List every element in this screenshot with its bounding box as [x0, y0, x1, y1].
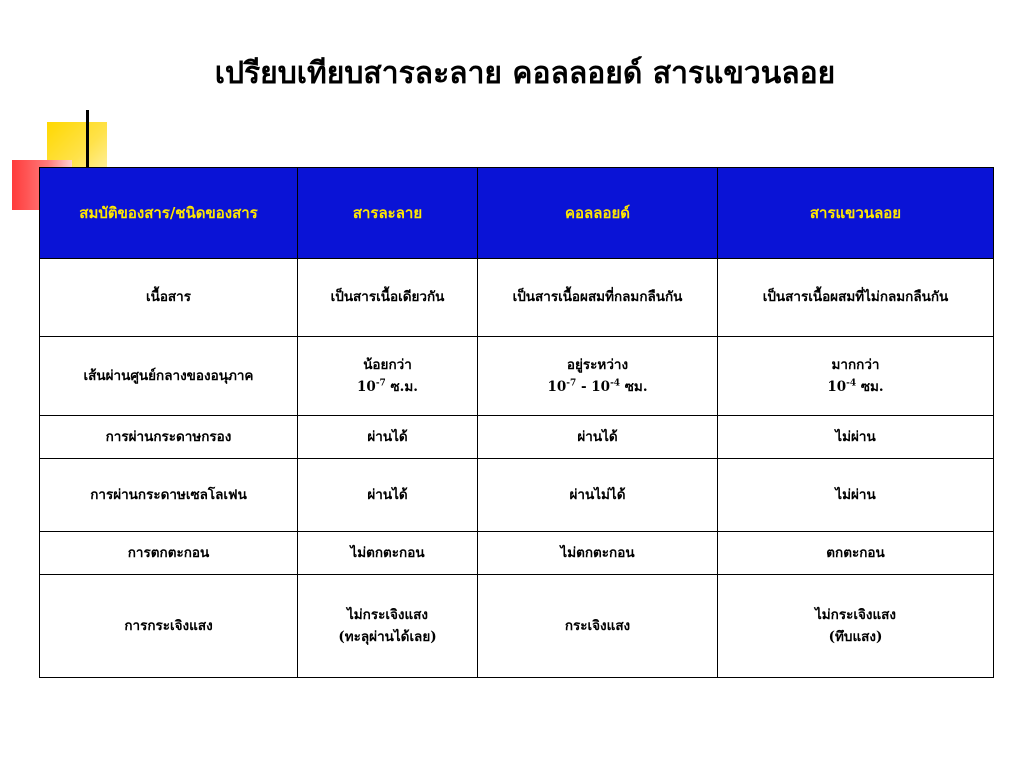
cell-text: ไม่กระเจิงแสง: [346, 606, 428, 623]
size-exponent: -4: [846, 378, 857, 389]
header-solution: สารละลาย: [298, 168, 478, 259]
size-base: 10: [827, 379, 847, 395]
cell-property: การผ่านกระดาษกรอง: [40, 416, 298, 459]
table-row: [40, 416, 994, 459]
table-header-row: [40, 168, 994, 259]
slide-title: เปรียบเทียบสารละลาย คอลลอยด์ สารแขวนลอย: [214, 56, 836, 91]
cell-suspension: ตกตะกอน: [718, 532, 994, 575]
comparison-table-container: [39, 167, 993, 678]
table-row: [40, 337, 994, 416]
cell-suspension: เป็นสารเนื้อผสมที่ไม่กลมกลืนกัน: [718, 259, 994, 337]
header-colloid: คอลลอยด์: [478, 168, 718, 259]
cell-colloid: กระเจิงแสง: [478, 575, 718, 678]
cell-property: เนื้อสาร: [40, 259, 298, 337]
table-row: [40, 575, 994, 678]
size-unit: ซ.ม.: [385, 379, 418, 395]
cell-text: น้อยกว่า: [363, 356, 412, 373]
cell-text: (ทึบแสง): [828, 629, 883, 645]
cell-suspension: [718, 337, 994, 416]
cell-suspension: [718, 575, 994, 678]
decorative-vertical-line: [86, 110, 89, 172]
cell-text: ไม่กระเจิงแสง: [814, 606, 896, 623]
cell-solution: [298, 575, 478, 678]
header-suspension: สารแขวนลอย: [718, 168, 994, 259]
cell-solution: ผ่านได้: [298, 416, 478, 459]
cell-property: การกระเจิงแสง: [40, 575, 298, 678]
cell-text: มากกว่า: [831, 356, 880, 373]
table-row: [40, 459, 994, 532]
cell-solution: [298, 337, 478, 416]
cell-solution: ผ่านได้: [298, 459, 478, 532]
cell-solution: ไม่ตกตะกอน: [298, 532, 478, 575]
cell-text: (ทะลุผ่านได้เลย): [338, 629, 437, 645]
size-unit: ซม.: [620, 379, 648, 395]
cell-colloid: [478, 337, 718, 416]
table-row: [40, 532, 994, 575]
cell-colloid: ผ่านไม่ได้: [478, 459, 718, 532]
cell-property: เส้นผ่านศูนย์กลางของอนุภาค: [40, 337, 298, 416]
cell-colloid: ไม่ตกตะกอน: [478, 532, 718, 575]
size-exponent: -7: [566, 378, 577, 389]
cell-suspension: ไม่ผ่าน: [718, 459, 994, 532]
size-unit: ซม.: [856, 379, 884, 395]
size-range-mid: - 10: [576, 379, 611, 395]
size-exponent: -7: [375, 378, 386, 389]
cell-colloid: เป็นสารเนื้อผสมที่กลมกลืนกัน: [478, 259, 718, 337]
cell-size-value: [304, 376, 471, 398]
cell-solution: เป็นสารเนื้อเดียวกัน: [298, 259, 478, 337]
size-exponent: -4: [610, 378, 621, 389]
cell-suspension: ไม่ผ่าน: [718, 416, 994, 459]
header-property: สมบัติของสาร/ชนิดของสาร: [40, 168, 298, 259]
comparison-table: [39, 167, 994, 678]
size-base: 10: [357, 379, 376, 395]
size-base: 10: [547, 379, 567, 395]
cell-colloid: ผ่านได้: [478, 416, 718, 459]
cell-size-value: [724, 376, 987, 398]
cell-text: อยู่ระหว่าง: [566, 356, 629, 373]
cell-property: การผ่านกระดาษเซลโลเฟน: [40, 459, 298, 532]
cell-size-value: [484, 376, 711, 398]
table-row: [40, 259, 994, 337]
cell-property: การตกตะกอน: [40, 532, 298, 575]
